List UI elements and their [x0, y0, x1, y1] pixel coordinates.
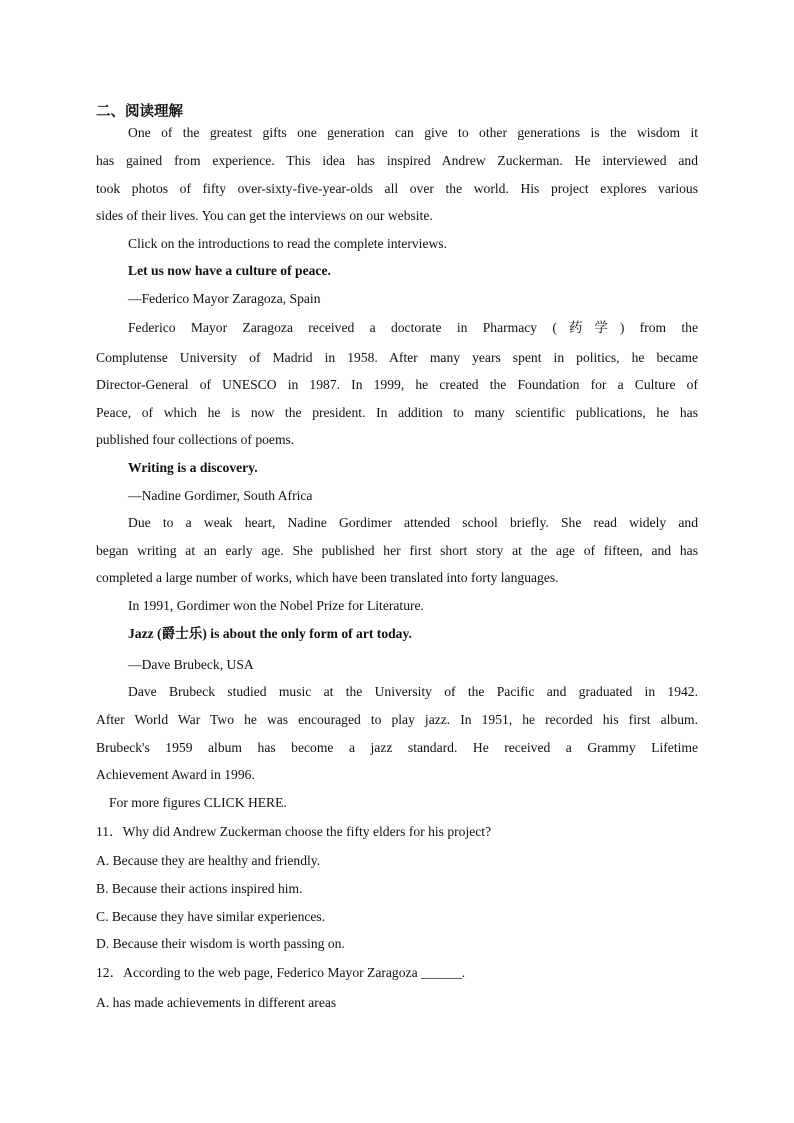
intro-line-3: took photos of fifty over-sixty-five-year-olds all over the world. His project explores various — [96, 181, 698, 196]
figure1-para-line-1: Federico Mayor Zaragoza received a doctorate in Pharmacy (药学) from the — [128, 320, 698, 335]
question-11-option-c: C. Because they have similar experiences. — [96, 909, 326, 924]
figure3-para-line-1: Dave Brubeck studied music at the University of the Pacific and graduated in 1942. — [128, 684, 698, 699]
figure1-para-line-4: Peace, of which he is now the president. In addition to many scientific publications, he has — [96, 405, 698, 420]
figure1-quote: Let us now have a culture of peace. — [128, 263, 331, 278]
figure1-para-line-3: Director-General of UNESCO in 1987. In 1999, he created the Foundation for a Culture of — [96, 377, 698, 392]
figure3-byline: —Dave Brubeck, USA — [128, 657, 254, 672]
question-12-stem: 12．According to the web page, Federico Mayor Zaragoza ______. — [96, 965, 466, 980]
intro-line-1: One of the greatest gifts one generation can give to other generations is the wisdom it — [128, 125, 698, 140]
question-12-option-a: A. has made achievements in different areas — [96, 995, 337, 1010]
figure1-byline: —Federico Mayor Zaragoza, Spain — [128, 291, 321, 306]
figure2-para-line-3: completed a large number of works, which have been translated into forty languages. — [96, 570, 559, 585]
figure3-quote: Jazz (爵士乐) is about the only form of art today. — [128, 626, 412, 641]
figure3-para-line-2: After World War Two he was encouraged to play jazz. In 1951, he recorded his first album. — [96, 712, 698, 727]
question-11-stem: 11．Why did Andrew Zuckerman choose the fifty elders for his project? — [96, 824, 492, 839]
intro-line-2: has gained from experience. This idea has inspired Andrew Zuckerman. He interviewed and — [96, 153, 698, 168]
figure2-byline: —Nadine Gordimer, South Africa — [128, 488, 313, 503]
figure3-para-line-4: Achievement Award in 1996. — [96, 767, 255, 782]
intro-line-5: Click on the introductions to read the complete interviews. — [128, 236, 447, 251]
figure2-quote: Writing is a discovery. — [128, 460, 258, 475]
figure1-para-line-2: Complutense University of Madrid in 1958. After many years spent in politics, he became — [96, 350, 698, 365]
question-11-option-b: B. Because their actions inspired him. — [96, 881, 303, 896]
question-11-option-a: A. Because they are healthy and friendly. — [96, 853, 321, 868]
question-11-option-d: D. Because their wisdom is worth passing on. — [96, 936, 345, 951]
intro-line-4: sides of their lives. You can get the interviews on our website. — [96, 208, 433, 223]
more-figures-link[interactable]: For more figures CLICK HERE. — [109, 795, 287, 810]
figure3-para-line-3: Brubeck's 1959 album has become a jazz standard. He received a Grammy Lifetime — [96, 740, 698, 755]
figure2-para-line-2: began writing at an early age. She published her first short story at the age of fifteen, and has — [96, 543, 698, 558]
figure2-para-line-1: Due to a weak heart, Nadine Gordimer attended school briefly. She read widely and — [128, 515, 698, 530]
section-heading: 二、阅读理解 — [96, 104, 183, 120]
figure2-para-line-4: In 1991, Gordimer won the Nobel Prize for Literature. — [128, 598, 424, 613]
figure1-para-line-5: published four collections of poems. — [96, 432, 295, 447]
